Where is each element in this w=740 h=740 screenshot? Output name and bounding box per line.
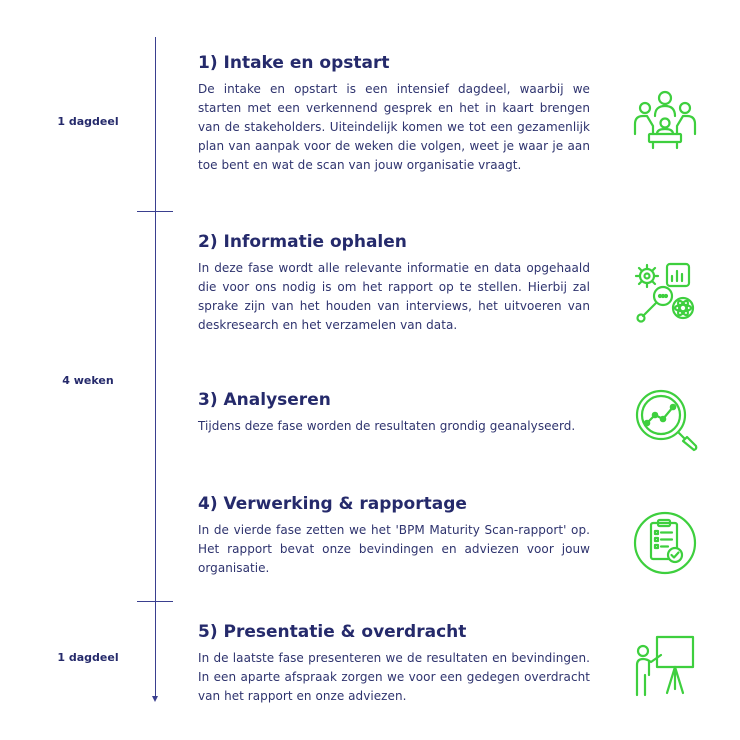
timeline-tick-2	[137, 601, 173, 602]
step-3	[198, 389, 590, 436]
step-5-description: In de laatste fase presenteren we de resultaten en bevindingen. In een aparte afspraak zorgen we voor een gedegen overdracht van het rapport en onze adviezen.	[198, 651, 590, 703]
step-1-description: De intake en opstart is een intensief dagdeel, waarbij we starten met een verkennend gesprek en het in kaart brengen van de stakeholders. Uiteindelijk komen we tot een gezamenlijk plan van aanpak voor de weken die volgen, weet je waar je aan toe bent en wat de scan van jouw organisatie vraagt.	[198, 82, 590, 172]
step-5-title: 5) Presentatie & overdracht	[198, 622, 467, 642]
step-4-description: In de vierde fase zetten we het 'BPM Maturity Scan-rapport' op. Het rapport bevat onze bevindingen en adviezen voor jouw organisatie.	[198, 523, 590, 575]
step-5	[198, 621, 590, 706]
timeline-arrow	[152, 696, 158, 702]
duration-phase-1: 1 dagdeel	[57, 115, 119, 128]
clipboard-check-icon	[631, 509, 699, 577]
analysis-magnifier-icon	[631, 385, 699, 453]
step-2-title: 2) Informatie ophalen	[198, 232, 407, 252]
timeline-line	[155, 37, 156, 697]
step-4-title: 4) Verwerking & rapportage	[198, 494, 467, 514]
meeting-icon	[631, 86, 699, 154]
timeline-tick-1	[137, 211, 173, 212]
duration-phase-2: 4 weken	[62, 374, 114, 387]
research-icon	[631, 258, 699, 326]
step-3-title: 3) Analyseren	[198, 390, 331, 410]
step-3-description: Tijdens deze fase worden de resultaten grondig geanalyseerd.	[198, 419, 576, 433]
step-4	[198, 493, 590, 578]
duration-phase-3: 1 dagdeel	[57, 651, 119, 664]
presentation-icon	[631, 631, 699, 699]
step-2-description: In deze fase wordt alle relevante informatie en data opgehaald die voor ons nodig is om het rapport op te stellen. Hierbij zal sprake zijn van het houden van interviews, het uitvoeren van deskresearch en het verzamelen van data.	[198, 261, 590, 332]
step-2	[198, 231, 590, 335]
step-1-title: 1) Intake en opstart	[198, 53, 390, 73]
step-1	[198, 52, 590, 175]
